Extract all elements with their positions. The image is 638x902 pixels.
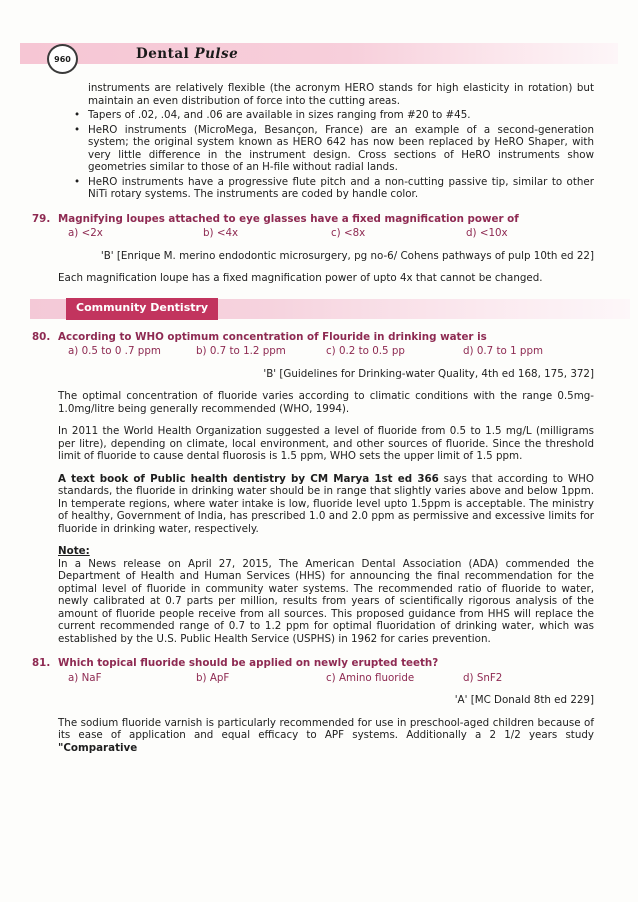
- question-79-options: [58, 227, 594, 240]
- option-c: c) 0.2 to 0.5 pp: [326, 345, 405, 357]
- question-81-explanation: [58, 717, 594, 755]
- paragraph-3-body: says that according to WHO standards, the fluoride in drinking water should be in range that slightly varies above and below 1ppm. In temperate regions, where water intake is low, fluoride level upto 1.5ppm is acceptable. The ministry of healthy, Government of India, has prescribed 1.0 and 2.0 ppm as permissive and excessive limits for fluoride in drinking water, respectively.: [58, 472, 594, 535]
- header-band: [20, 43, 618, 64]
- option-c: c) Amino fluoride: [326, 671, 415, 684]
- question-80-paragraph-1: The optimal concentration of fluoride varies according to climatic conditions with the range 0.5mg-1.0mg/litre being generally recommended (WHO, 1994).: [58, 390, 594, 415]
- question-79-text: [32, 212, 594, 226]
- option-a: a) <2x: [68, 227, 103, 239]
- option-a: a) 0.5 to 0 .7 ppm: [68, 345, 161, 357]
- page-content: [32, 82, 594, 754]
- question-79-explanation: Each magnification loupe has a fixed magnification power of upto 4x that cannot be changed.: [58, 272, 543, 284]
- option-b: b) 0.7 to 1.2 ppm: [196, 345, 286, 357]
- question-80-number: 80.: [32, 330, 51, 343]
- option-d: d) <10x: [466, 227, 508, 239]
- brand-italic: Pulse: [194, 46, 239, 62]
- explanation-bold: "Comparative: [58, 741, 138, 754]
- question-80-stem: According to WHO optimum concentration of Flouride in drinking water is: [58, 330, 487, 343]
- section-band: [30, 299, 630, 319]
- bullet-item: • HeRO instruments have a progressive flute pitch and a non-cutting passive tip, similar to other NiTi rotary systems. The instruments are coded by handle color.: [58, 176, 594, 201]
- option-c: c) <8x: [331, 227, 366, 239]
- intro-bullet-list: [58, 109, 594, 201]
- question-80-reference: 'B' [Guidelines for Drinking-water Quality, 4th ed 168, 175, 372]: [263, 367, 594, 380]
- option-b: b) ApF: [196, 671, 230, 684]
- question-80-paragraph-3: [58, 473, 594, 536]
- note-title: Note:: [58, 545, 90, 557]
- question-81-stem: Which topical fluoride should be applied on newly erupted teeth?: [58, 657, 439, 669]
- question-81: [32, 657, 594, 754]
- intro-continuation: instruments are relatively flexible (the acronym HERO stands for high elasticity in rotation) but maintain an even distribution of force into the cutting areas.: [88, 82, 594, 107]
- option-d: d) SnF2: [463, 671, 503, 684]
- question-80-paragraph-2: In 2011 the World Health Organization suggested a level of fluoride from 0.5 to 1.5 mg/L (milligrams per litre), depending on climate, local environment, and other sources of fluoride. Since the threshold limit of fluoride to cause dental fluorosis is 1.5 ppm, WHO sets the upper limit of 1.5 ppm.: [58, 425, 594, 462]
- brand-bold: Dental: [136, 46, 190, 62]
- question-79-reference: 'B' [Enrique M. merino endodontic microsurgery, pg no-6/ Cohens pathways of pulp 10th ed 22]: [100, 249, 594, 262]
- question-80: [32, 330, 594, 646]
- question-81-text: [32, 657, 594, 670]
- option-d: d) 0.7 to 1 ppm: [463, 345, 544, 357]
- note-text: In a News release on April 27, 2015, The American Dental Association (ADA) commended the Department of Health and Human Services (HHS) for announcing the final recommendation for the optimal level of fluoride in community water systems. The recommended ratio of fluoride to water, newly calibrated at 0.7 parts per million, results from years of scientifically rigorous analysis of the amount of fluoride people receive from all sources. This proposed guidance from HHS will replace the current recommended range of 0.7 to 1.2 ppm for optimal fluoridation of drinking water, which was established by the U.S. Public Health Service (USPHS) in 1962 for caries prevention.: [58, 557, 594, 645]
- brand-title: [136, 46, 238, 62]
- explanation-body: The sodium fluoride varnish is particularly recommended for use in preschool-aged children because of its ease of application and equal efficacy to APF systems. Additionally a 2 1/2 years study: [58, 716, 594, 741]
- option-a: a) NaF: [68, 671, 102, 684]
- page-number: 960: [47, 44, 78, 74]
- question-81-options: [58, 672, 594, 685]
- question-79: [32, 212, 594, 285]
- question-81-reference: 'A' [MC Donald 8th ed 229]: [454, 694, 594, 706]
- question-80-text: [32, 330, 594, 344]
- textbook-citation: A text book of Public health dentistry by CM Marya 1st ed 366: [58, 472, 439, 485]
- question-79-stem: Magnifying loupes attached to eye glasses have a fixed magnification power of: [58, 212, 519, 225]
- question-81-number: 81.: [32, 657, 51, 669]
- bullet-item: • HeRO instruments (MicroMega, Besançon, France) are an example of a second-generation system; the original system known as HERO 642 has now been replaced by HeRO Shaper, with very little difference in the instrument design. Cross sections of HeRO instruments show geometries similar to those of an H-file without radial lands.: [58, 124, 594, 174]
- section-title: Community Dentistry: [66, 298, 218, 320]
- question-80-options: [58, 345, 594, 358]
- bullet-item: • Tapers of .02, .04, and .06 are available in sizes ranging from #20 to #45.: [58, 109, 594, 122]
- option-b: b) <4x: [203, 227, 239, 239]
- question-79-number: 79.: [32, 212, 51, 225]
